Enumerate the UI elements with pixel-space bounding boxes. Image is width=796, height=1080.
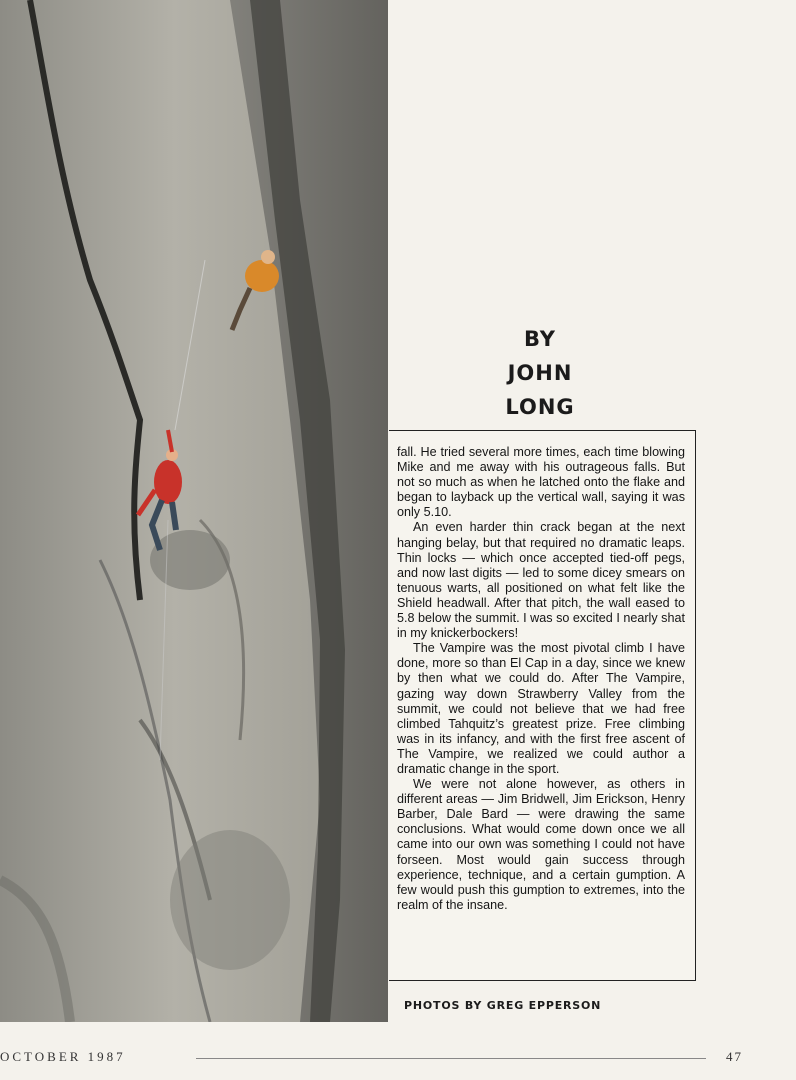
- photo-credit: PHOTOS BY GREG EPPERSON: [404, 999, 602, 1012]
- article-paragraph: The Vampire was the most pivotal climb I have done, more so than El Cap in a day, since we knew by then what we could do. After The Vampire, gazing way down Strawberry Valley from the summit, we could not believe that we had free climbed Tahquitz’s greatest prize. Free climbing was in its infancy, and with the first free ascent of The Vampire, we realized we could author a dramatic change in the sport.: [397, 641, 685, 776]
- article-paragraph: An even harder thin crack began at the next hanging belay, but that required no dramatic leaps. Thin locks — which once accepted tied-off pegs, and now last digits — led to some dicey smears on tenuous warts, all positioned on what felt like the Shield headwall. After that pitch, the wall eased to 5.8 below the summit. I was so excited I nearly shat in my knickerbockers!: [397, 520, 685, 641]
- article-paragraph: We were not alone however, as others in different areas — Jim Bridwell, Jim Erickson, Henry Barber, Dale Bard — were drawing the same conclusions. What would come down once we all came into our own was something I could not have forseen. Most would gain success through experience, technique, and a certain gumption. A few would push this gumption to extremes, into the realm of the insane.: [397, 777, 685, 912]
- article-paragraph: fall. He tried several more times, each time blowing Mike and me away with his outrageous falls. But not so much as when he latched onto the flake and began to layback up the vertical wall, saying it was only 5.10.: [397, 445, 685, 520]
- byline-by: BY: [523, 327, 557, 351]
- article-text-box: [389, 430, 696, 981]
- footer-date: OCTOBER 1987: [0, 1049, 126, 1064]
- footer-rule: [196, 1058, 706, 1059]
- byline-last-name: LONG: [505, 395, 575, 419]
- climbing-photo: [0, 0, 388, 1022]
- byline-first-name: JOHN: [507, 361, 573, 385]
- byline: [440, 322, 640, 424]
- page-number: 47: [726, 1049, 743, 1064]
- rock-wall-image: [0, 0, 388, 1022]
